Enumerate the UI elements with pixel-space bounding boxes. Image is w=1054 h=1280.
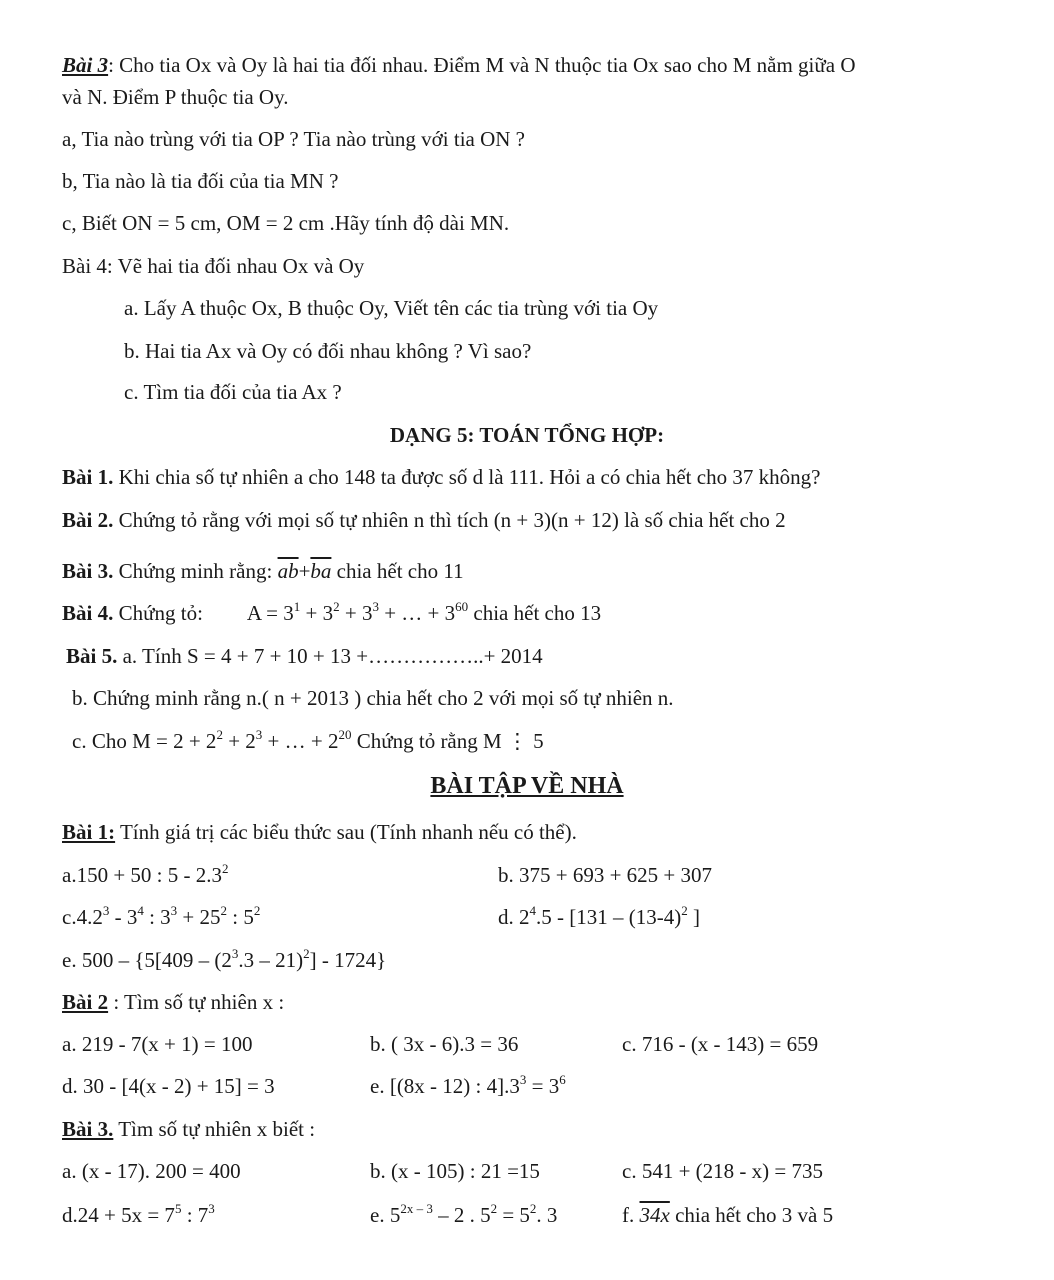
dang5-problem-4: Bài 4. Chứng tỏ: $A = 3^1 + 3^2 + 3^3$ + … + $3^{60}$ chia hết cho 13 — [62, 599, 602, 625]
hw-b1-e: e. $500 - \{5[409 - (2^3.3 - 21)^2] - 1724\}$ — [62, 946, 387, 972]
hw-b2-a: a. 219 - 7(x + 1) = 100 — [62, 1032, 253, 1056]
dang5-problem-5c: c. Cho $M = 2 + 2^2 + 2^3$ + … + $2^{20}$ Chứng tỏ rằng M ⋮ 5 — [72, 727, 544, 753]
hw-b2-e: e. [(8x - 12) : $4].3^3 = 3^6$ — [370, 1072, 566, 1098]
hw-b3-title: Bài 3. Tìm số tự nhiên x biết : — [62, 1117, 316, 1141]
dang5-problem-5a: Bài 5. a. Tính S = 4 + 7 + 10 + 13 +……………..+ 2014 — [66, 644, 543, 668]
overline-ba: $\overline{ba}$ — [310, 559, 332, 583]
b4-part-b: b. Hai tia Ax và Oy có đối nhau không ? Vì sao? — [124, 339, 532, 363]
hw-b2-title: Bài 2 : Tìm số tự nhiên x : — [62, 990, 285, 1014]
hw-b2-b: b. ( 3x - 6).3 = 36 — [370, 1032, 519, 1056]
b3-label: Bài 3 — [62, 53, 109, 77]
homework-heading: BÀI TẬP VỀ NHÀ — [430, 773, 624, 799]
overline-34x: 34x — [639, 1203, 670, 1227]
b3-line-1: Bài 3: Cho tia Ox và Oy là hai tia đối nhau. Điểm M và N thuộc tia Ox sao cho M nằm giữa O — [62, 53, 856, 77]
hw-b3-b: b. (x - 105) : 21 =15 — [370, 1159, 540, 1183]
overline-ab: $\overline{ab}$ — [277, 559, 299, 583]
b4-title: Bài 4: Vẽ hai tia đối nhau Ox và Oy — [62, 254, 365, 278]
b4-part-a: a. Lấy A thuộc Ox, B thuộc Oy, Viết tên các tia trùng với tia Oy — [124, 296, 659, 320]
hw-b3-f: f. 34x chia hết cho 3 và 5 — [622, 1203, 834, 1227]
hw-b1-c: $c.4.2^3 - 3^4$ : $3^3 + 25^2$ : $5^2$ — [62, 903, 261, 929]
dang5-problem-5b: b. Chứng minh rằng n.( n + 2013 ) chia hết cho 2 với mọi số tự nhiên n. — [72, 686, 674, 710]
hw-b1-title: Bài 1: Tính giá trị các biểu thức sau (Tính nhanh nếu có thể). — [62, 820, 577, 844]
hw-b3-d: $d.24 + 5x = 7^5$ : $7^3$ — [62, 1201, 215, 1227]
hw-b3-a: a. (x - 17). 200 = 400 — [62, 1159, 241, 1183]
b3-part-a: a, Tia nào trùng với tia OP ? Tia nào trùng với tia ON ? — [62, 127, 525, 151]
hw-b3-c: c. 541 + (218 - x) = 735 — [622, 1159, 823, 1183]
dang5-problem-1: Bài 1. Khi chia số tự nhiên a cho 148 ta được số d là 111. Hỏi a có chia hết cho 37 không? — [62, 465, 821, 489]
dang5-problem-3: Bài 3. Chứng minh rằng: $\overline{ab}+\overline{ba}$ chia hết cho 11 — [62, 559, 464, 583]
b3-part-c: c, Biết ON = 5 cm, OM = 2 cm .Hãy tính độ dài MN. — [62, 211, 510, 235]
hw-b1-d: d. $2^4.5 - [131 - (13-4)^2$ ] — [498, 903, 700, 929]
dang5-problem-2: Bài 2. Chứng tỏ rằng với mọi số tự nhiên n thì tích (n + 3)(n + 12) là số chia hết cho 2 — [62, 508, 786, 532]
hw-b1-a: a.150 + 50 : $5 - 2.3^2$ — [62, 861, 229, 887]
b3-part-b: b, Tia nào là tia đối của tia MN ? — [62, 169, 339, 193]
hw-b2-d: d. 30 - [4(x - 2) + 15] = 3 — [62, 1074, 275, 1098]
b4-part-c: c. Tìm tia đối của tia Ax ? — [124, 380, 342, 404]
hw-b3-e: e. $5^{2x - 3} - 2$ . $5^2 = 5^2$. 3 — [370, 1201, 558, 1227]
b3-line-2: và N. Điểm P thuộc tia Oy. — [62, 85, 289, 109]
dang5-heading: DẠNG 5: TOÁN TỔNG HỢP: — [389, 423, 665, 447]
hw-b2-c: c. 716 - (x - 143) = 659 — [622, 1032, 819, 1056]
hw-b1-b: b. 375 + 693 + 625 + 307 — [498, 863, 713, 887]
